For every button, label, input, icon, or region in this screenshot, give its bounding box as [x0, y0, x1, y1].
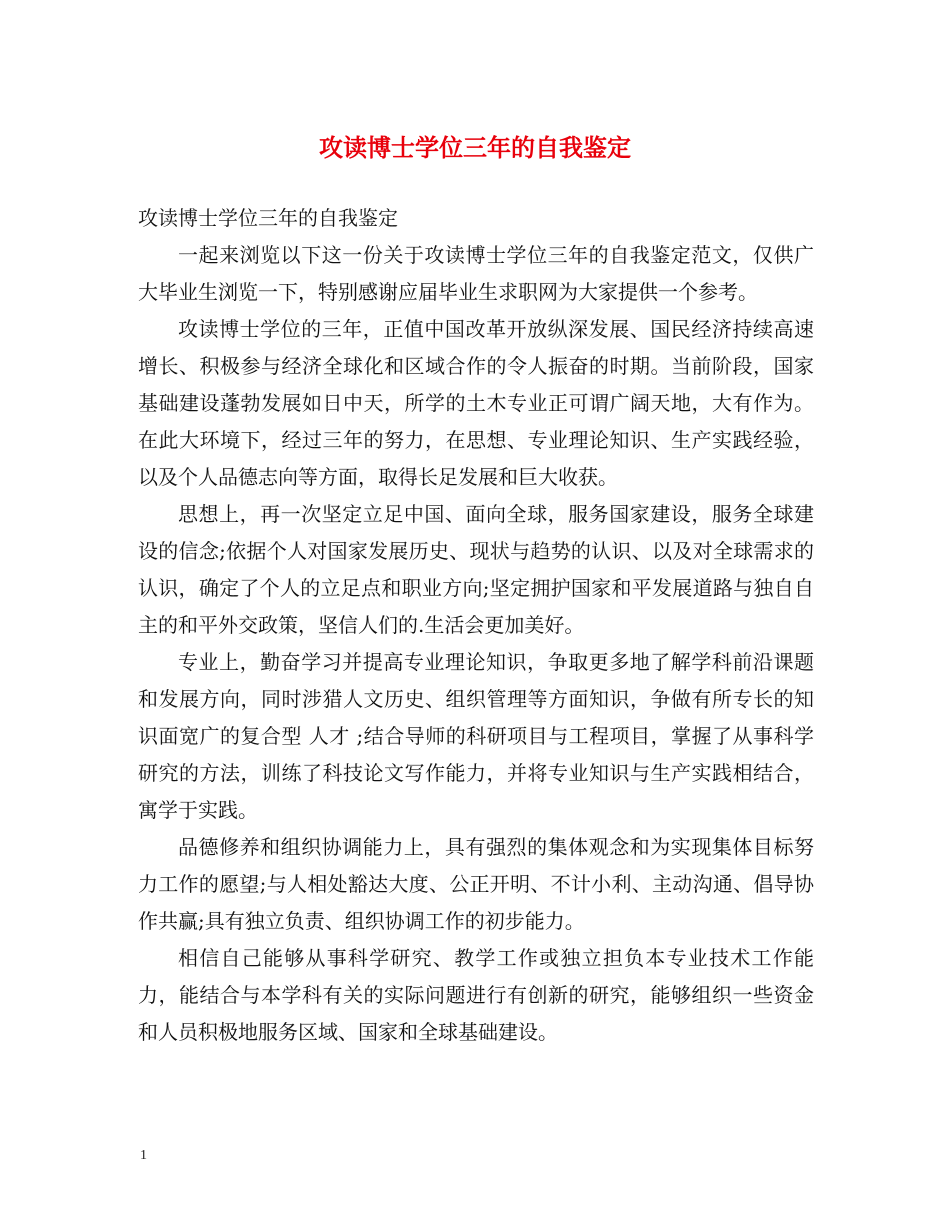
- document-title: 攻读博士学位三年的自我鉴定: [319, 133, 631, 162]
- paragraph-overview: 攻读博士学位的三年，正值中国改革开放纵深发展、国民经济持续高速增长、积极参与经济全球化和区域合作的令人振奋的时期。当前阶段，国家基础建设蓬勃发展如日中天，所学的土木专业正可谓广阔天地，大有作为。在此大环境下，经过三年的努力，在思想、专业理论知识、生产实践经验，以及个人品德志向等方面，取得长足发展和巨大收获。: [138, 317, 814, 489]
- paragraph-profession: 专业上，勤奋学习并提高专业理论知识，争取更多地了解学科前沿课题和发展方向，同时涉猎人文历史、组织管理等方面知识，争做有所专长的知识面宽广的复合型 人才 ;结合导师的科研项目与工程项目，掌握了从事科学研究的方法，训练了科技论文写作能力，并将专业知识与生产实践相结合，寓学于实践。: [138, 650, 814, 822]
- paragraph-ideology: 思想上，再一次坚定立足中国、面向全球，服务国家建设，服务全球建设的信念;依据个人对国家发展历史、现状与趋势的认识、以及对全球需求的认识，确定了个人的立足点和职业方向;坚定拥护国家和平发展道路与独自自主的和平外交政策，坚信人们的.生活会更加美好。: [138, 502, 814, 637]
- page-number: 1: [140, 1148, 147, 1163]
- document-body: [138, 200, 814, 1051]
- paragraph-conclusion: 相信自己能够从事科学研究、教学工作或独立担负本专业技术工作能力，能结合与本学科有关的实际问题进行有创新的研究，能够组织一些资金和人员积极地服务区域、国家和全球基础建设。: [138, 946, 814, 1044]
- paragraph-character: 品德修养和组织协调能力上，具有强烈的集体观念和为实现集体目标努力工作的愿望;与人相处豁达大度、公正开明、不计小利、主动沟通、倡导协作共赢;具有独立负责、组织协调工作的初步能力。: [138, 835, 814, 933]
- document-subtitle: 攻读博士学位三年的自我鉴定: [138, 206, 398, 230]
- paragraph-intro: 一起来浏览以下这一份关于攻读博士学位三年的自我鉴定范文，仅供广大毕业生浏览一下，特别感谢应届毕业生求职网为大家提供一个参考。: [138, 243, 814, 304]
